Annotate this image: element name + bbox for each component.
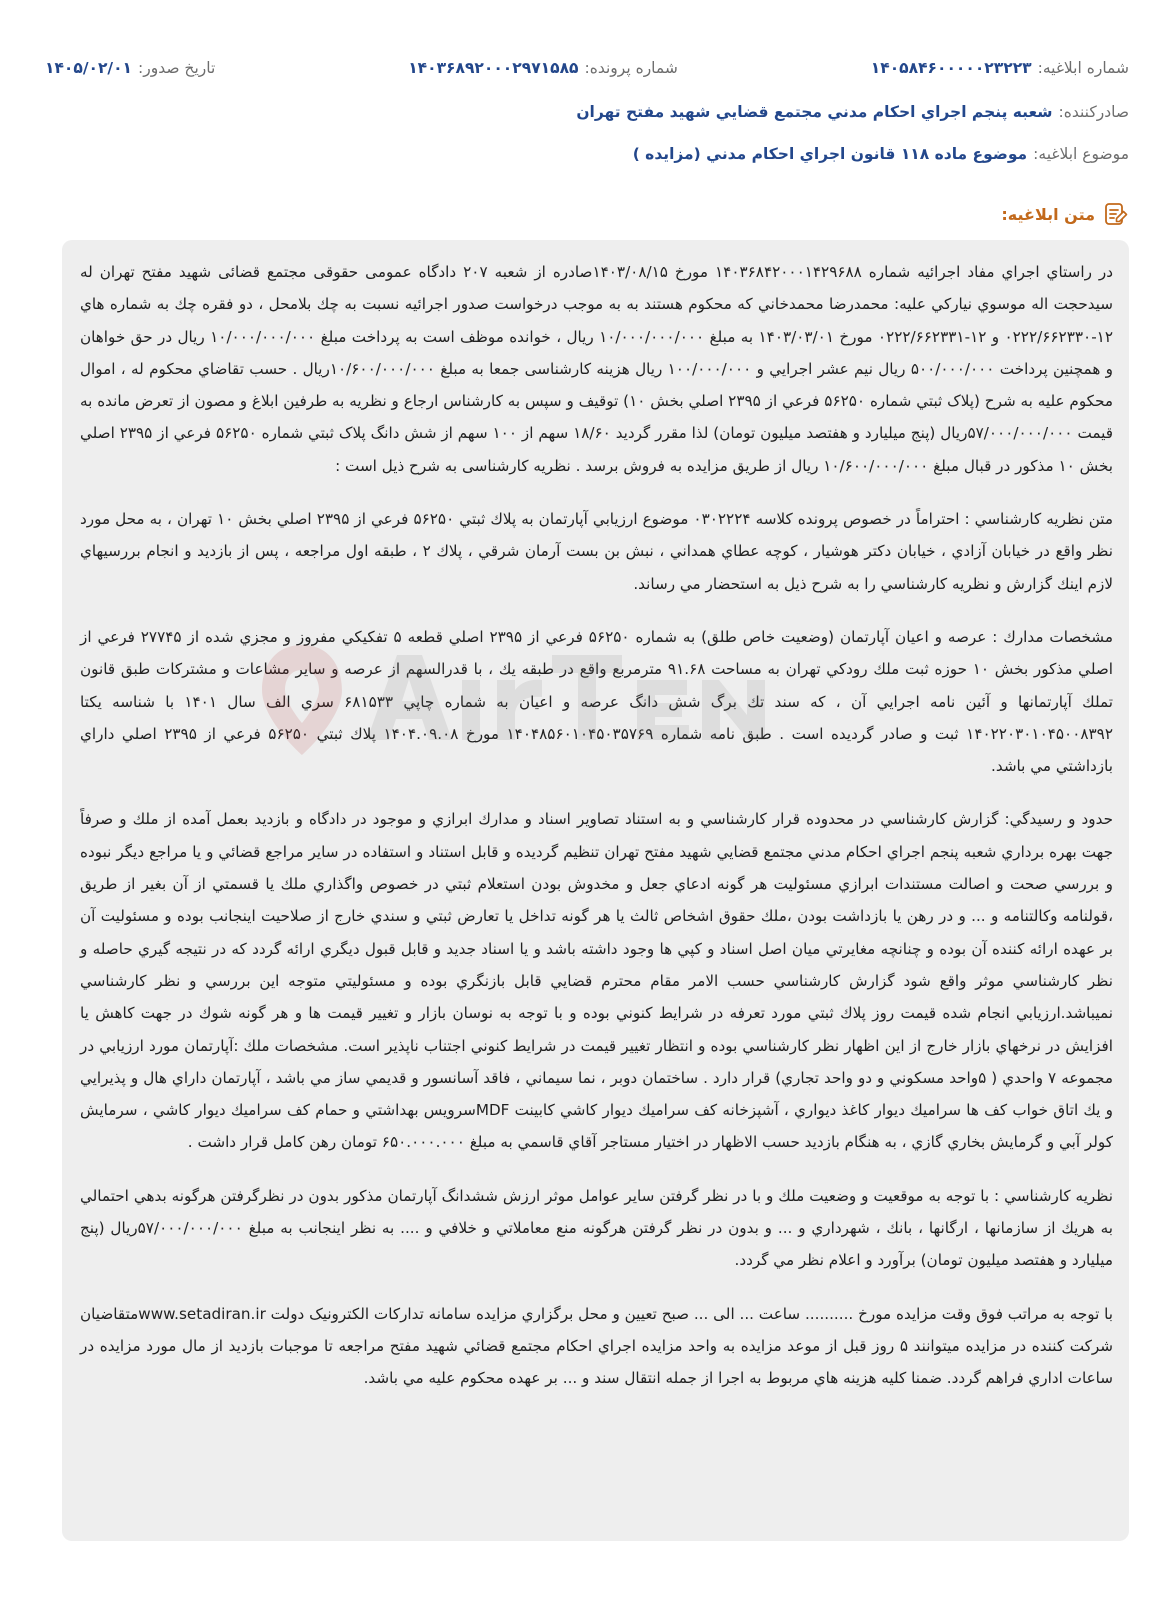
issue-date-value: ۱۴۰۵/۰۲/۰۱ (45, 59, 133, 77)
subject-value: موضوع ماده ۱۱۸ قانون اجراي احكام مدني (مزايده ) (632, 145, 1028, 163)
notice-number-label: شماره ابلاغيه: (1037, 59, 1129, 77)
notice-text-title (1001, 199, 1129, 229)
case-number-value: ۱۴۰۳۶۸۹۲۰۰۰۲۹۷۱۵۸۵ (408, 59, 579, 77)
notice-number (871, 59, 1129, 77)
issue-date-label: تاريخ صدور: (138, 59, 216, 77)
notice-paragraph-3: مشخصات مدارك : عرصه و اعيان آپارتمان (وضعيت خاص طلق) به شماره ۵۶۲۵۰ فرعي از ۲۳۹۵ اصلي قطعه ۵ تفكيكي مفروز و مجزي شده از ۲۷۷۴۵ فرعي از اصلي مذكور بخش ۱۰ حوزه ثبت ملك رودكي تهران به مساحت ۹۱.۶۸ مترمربع واقع در طبقه يك ، با قدرالسهم از عرصه و ساير مشاعات و مشتركات طبق قانون تملك آپارتمانها و آئين نامه اجرايي آن ، كه سند تك برگ شش دانگ عرصه و اعيان به شماره چاپي ۶۸۱۵۳۳ سري الف سال ۱۴۰۱ با شناسه يكتا ۱۴۰۲۲۰۳۰۱۰۴۵۰۰۸۳۹۲ ثبت و صادر گرديده است . طبق نامه شماره ۱۴۰۴۸۵۶۰۱۰۴۵۰۳۵۷۶۹ مورخ ۱۴۰۴.۰۹.۰۸ پلاك ثبتي ۵۶۲۵۰ فرعي از ۲۳۹۵ اصلي داراي بازداشتي مي باشد. (80, 627, 1113, 776)
issuer-row (45, 94, 1129, 130)
notice-paragraph-4: حدود و رسيدگي: گزارش كارشناسي در محدوده قرار كارشناسي و به استناد تصاوير اسناد و مدارك ابرازي و موجود در دادگاه و بازديد بعمل آمده از ملك و صرفاً جهت بهره برداري شعبه پنجم اجراي احكام مدني مجتمع قضايي شهيد مفتح تهران تنظيم گرديده و قابل استناد و استفاده در ساير مراجع قضائي و يا مراجع ديگر نبوده و بررسي صحت و اصالت مستندات ابرازي مسئوليت هر گونه ادعاي جعل و مخدوش بودن استعلام ثبتي در خصوص واگذاري ملك يا قسمتي از آن بغير از طريق ،قولنامه وكالتنامه و ... و در رهن يا بازداشت بودن ،ملك حقوق اشخاص ثالث يا هر گونه تداخل يا تعارض ثبتي و سندي خارج از صلاحيت اينجانب بوده و مسئوليت آن بر عهده ارائه كننده آن بوده و چنانچه مغايرتي ميان اصل اسناد و كپي ها وجود داشته باشد و يا اسناد جديد و قابل قبول ديگري ارائه گردد كه در نتيجه گيري حاصله و نظر كارشناسي موثر واقع شود گزارش كارشناسي حسب الامر مقام محترم قضايي قابل بازنگري بوده و مسئوليتي متوجه اين بررسي و نظر كارشناسي نميباشد.ارزيابي انجام شده قيمت روز پلاك ثبتي مورد تعرفه در شرايط كنوني بوده و با توجه به نوسان بازار و تغيير قيمت ها و هر گونه شوك در جهت كاهش يا افزايش در نرخهاي بازار خارج از اين اظهار نظر كارشناسي بوده و انتظار تغيير قيمت در شرايط كنوني اجتناب ناپذير است. مشخصات ملك :آپارتمان مورد ارزيابي در مجموعه ۷ واحدي ( ۵واحد مسكوني و دو واحد تجاري) قرار دارد . ساختمان دوبر ، نما سيماني ، فاقد آسانسور و قديمي ساز مي باشد ، آپارتمان داراي هال و پذيرايي و يك اتاق خواب كف ها سراميك ديوار كاغذ ديواري ، آشپزخانه كف سراميك ديوار كاشي كابينت MDFسرويس بهداشتي و حمام كف سراميك ديوار كاشي ، سرمايش كولر آبي و گرمايش بخاري گازي ، به هنگام بازديد حسب الاظهار در اختيار مستاجر آقاي قاسمي به مبلغ ۶۵۰.۰۰۰.۰۰۰ تومان رهن كامل قرار داشت . (80, 810, 1113, 1152)
notice-text-title-label: متن ابلاغيه: (1001, 204, 1095, 224)
subject-row (45, 136, 1129, 172)
document-edit-icon (1103, 201, 1129, 227)
issuer-label: صادرکننده: (1058, 103, 1129, 121)
notice-meta-row (45, 50, 1129, 86)
notice-paragraph-5: نظريه كارشناسي : با توجه به موقعيت و وضعيت ملك و با در نظر گرفتن ساير عوامل موثر ارزش ششدانگ آپارتمان مذكور بدون در نظرگرفتن هرگونه بدهي احتمالي به هريك از سازمانها ، ارگانها ، بانك ، شهرداري و ... و بدون در نظر گرفتن هرگونه منع معاملاتي و خلافي و .... به نظر اينجانب به مبلغ ۵۷/۰۰۰/۰۰۰/۰۰۰ريال (پنج ميليارد و هفتصد ميليون تومان) برآورد و اعلام نظر مي گردد. (80, 1186, 1114, 1270)
notice-paragraph-1: در راستاي اجراي مفاد اجرائيه شماره ۱۴۰۳۶۸۴۲۰۰۰۱۴۲۹۶۸۸ مورخ ۱۴۰۳/۰۸/۱۵صادره از شعبه ۲۰۷ دادگاه عمومی حقوقی مجتمع قضائی شهید مفتح تهران له سيدحجت اله موسوي نياركي عليه: محمدرضا محمدخاني که محکوم هستند به به موجب درخواست صدور اجرائيه نسبت به چك بلامحل ، دو فقره چك به شماره هاي ۱۲-۰۲۲۲/۶۶۲۳۳۰ و ۱۲-۰۲۲۲/۶۶۲۳۳۱ مورخ ۱۴۰۳/۰۳/۰۱ به مبلغ ۱۰/۰۰۰/۰۰۰/۰۰۰ ريال ، خوانده موظف است به پرداخت مبلغ ۱۰/۰۰۰/۰۰۰/۰۰۰ ريال در حق خواهان و همچنين پرداخت ۵۰۰/۰۰۰/۰۰۰ ريال نيم عشر اجرايي و ۱۰۰/۰۰۰/۰۰۰ ريال هزينه كارشناسی جمعا به مبلغ ۱۰/۶۰۰/۰۰۰/۰۰۰ريال . حسب تقاضاي محكوم له ، اموال محكوم عليه به شرح (پلاک ثبتي شماره ۵۶۲۵۰ فرعي از ۲۳۹۵ اصلي بخش ۱۰) توقيف و سپس به كارشناس ارجاع و نظريه به طرفين ابلاغ و مصون از تعرض مانده به قيمت ۵۷/۰۰۰/۰۰۰/۰۰۰ريال (پنج ميليارد و هفتصد ميليون تومان) لذا مقرر گرديد ۱۸/۶۰ سهم از ۱۰۰ سهم از شش دانگ پلاک ثبتي شماره ۵۶۲۵۰ فرعي از ۲۳۹۵ اصلي بخش ۱۰ مذكور در قبال مبلغ ۱۰/۶۰۰/۰۰۰/۰۰۰ ريال از طريق مزايده به فروش برسد . نظريه كارشناسی به شرح ذيل است : (80, 263, 1114, 475)
case-number-label: شماره پرونده: (584, 59, 678, 77)
notice-paragraph-2: متن نظريه كارشناسي : احتراماً در خصوص پرونده كلاسه ۰۳۰۲۲۲۴ موضوع ارزيابي آپارتمان به پلاك ثبتي ۵۶۲۵۰ فرعي از ۲۳۹۵ اصلي بخش ۱۰ تهران ، به محل مورد نظر واقع در خيابان آزادي ، خيابان دكتر هوشيار ، كوچه عطاي همداني ، نبش بن بست آرمان شرقي ، پلاك ۲ ، طبقه اول مراجعه ، پس از بازديد و انجام بررسيهاي لازم اينك گزارش و نظريه كارشناسي را به شرح ذيل به استحضار مي رساند. (80, 510, 1113, 593)
case-number (408, 59, 678, 77)
notice-header (45, 50, 1129, 172)
subject-label: موضوع ابلاغيه: (1033, 145, 1129, 163)
notice-number-value: ۱۴۰۵۸۴۶۰۰۰۰۰۲۳۲۲۳ (870, 59, 1032, 77)
issuer-value: شعبه پنجم اجراي احكام مدني مجتمع قضايي شهيد مفتح تهران (576, 103, 1053, 121)
notice-paragraph-6: با توجه به مراتب فوق وقت مزايده مورخ .......... ساعت ... الی ... صبح تعيين و محل برگزاري مزايده سامانه تدارکات الکترونيک دولت www.setadiran.irمتقاضيان شركت كننده در مزايده ميتوانند ۵ روز قبل از موعد مزايده به واحد مزايده اجراي احكام مجتمع قضائي شهيد مفتح مراجعه تا موجبات بازديد از مال مورد مزايده در ساعات اداري فراهم گردد. ضمنا كليه هزينه هاي مربوط به اجرا از جمله انتقال سند و ... بر عهده محكوم عليه مي باشد. (80, 1304, 1113, 1388)
notice-body (62, 240, 1129, 1541)
issue-date (45, 59, 215, 77)
